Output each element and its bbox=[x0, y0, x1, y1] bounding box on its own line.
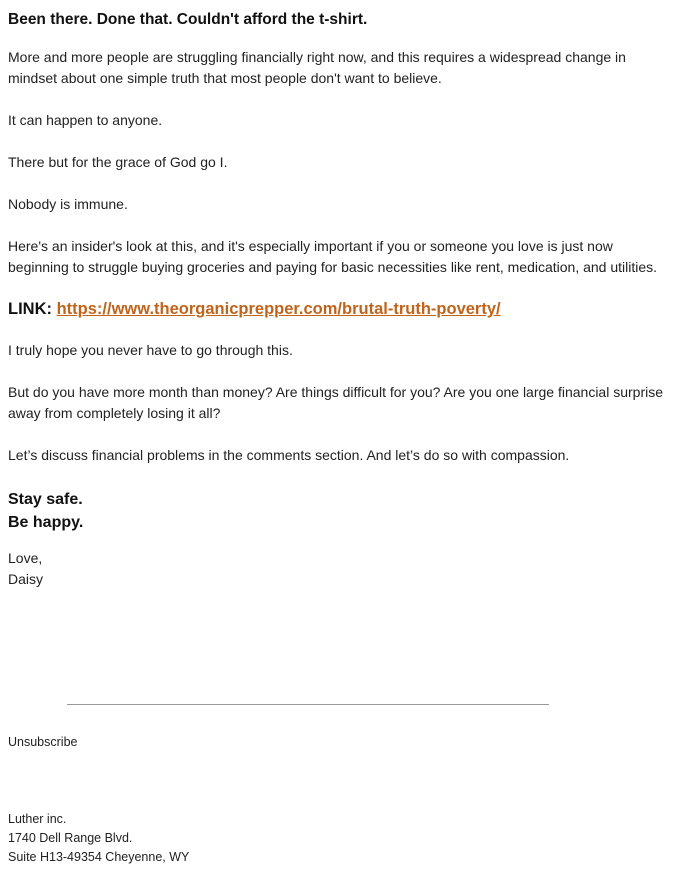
signoff-be-happy: Be happy. bbox=[8, 514, 84, 531]
address-suite-city: Suite H13-49354 Cheyenne, WY bbox=[8, 850, 190, 864]
company-name: Luther inc. bbox=[8, 812, 67, 826]
paragraph-grace: There but for the grace of God go I. bbox=[8, 154, 228, 170]
link-line bbox=[8, 298, 684, 320]
paragraph-immune: Nobody is immune. bbox=[8, 196, 128, 212]
link-label: LINK: bbox=[8, 300, 52, 318]
paragraph-month-money: But do you have more month than money? Are things difficult for you? Are you one large financial surprise away from completely losing it all? bbox=[8, 384, 664, 421]
address-street: 1740 Dell Range Blvd. bbox=[8, 831, 133, 845]
paragraph-hope: I truly hope you never have to go through this. bbox=[8, 342, 293, 358]
footer-divider bbox=[67, 704, 549, 705]
paragraph-anyone: It can happen to anyone. bbox=[8, 112, 163, 128]
unsubscribe-link[interactable]: Unsubscribe bbox=[8, 735, 78, 749]
email-headline: Been there. Done that. Couldn't afford the t-shirt. bbox=[8, 11, 368, 28]
paragraph-intro: More and more people are struggling financially right now, and this requires a widespread change in mindset about one simple truth that most people don't want to believe. bbox=[8, 49, 626, 86]
article-link[interactable]: https://www.theorganicprepper.com/brutal-truth-poverty/ bbox=[56, 300, 501, 318]
paragraph-insider: Here's an insider's look at this, and it's especially important if you or someone you love is just now beginning to struggle buying groceries and paying for basic necessities like rent, medication, and utilities. bbox=[8, 238, 658, 275]
signoff-stay-safe: Stay safe. bbox=[8, 491, 83, 508]
signature-daisy: Daisy bbox=[8, 571, 44, 587]
paragraph-discuss: Let’s discuss financial problems in the comments section. And let’s do so with compassion. bbox=[8, 447, 570, 463]
closing-love: Love, bbox=[8, 550, 43, 566]
company-address bbox=[8, 810, 189, 867]
